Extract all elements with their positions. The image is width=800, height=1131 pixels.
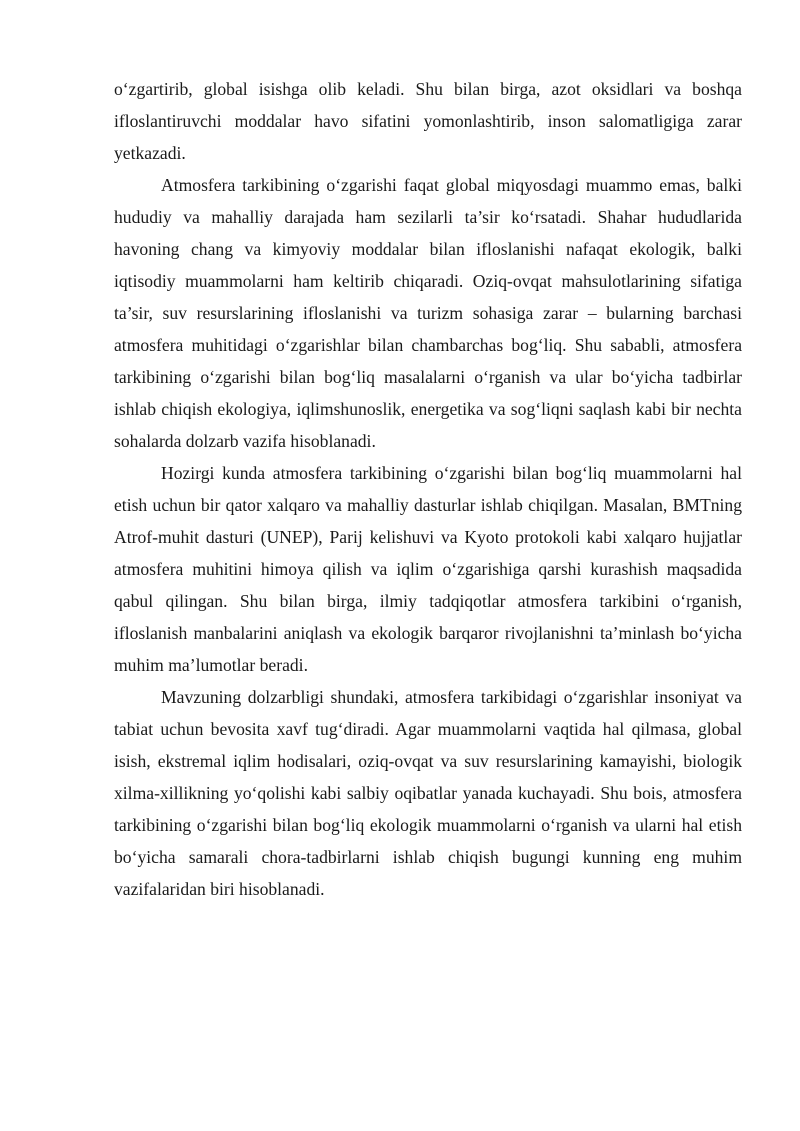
paragraph: Atmosfera tarkibining o‘zgarishi faqat global miqyosdagi muammo emas, balki hududiy va mahalliy darajada ham sezilarli ta’sir ko‘rsatadi. Shahar hududlarida havoning chang va kimyoviy moddalar bilan ifloslanishi nafaqat ekologik, balki iqtisodiy muammolarni ham keltirib chiqaradi. Oziq-ovqat mahsulotlarining sifatiga ta’sir, suv resurslarining ifloslanishi va turizm sohasiga zarar – bularning barchasi atmosfera muhitidagi o‘zgarishlar bilan chambarchas bog‘liq. Shu sababli, atmosfera tarkibining o‘zgarishi bilan bog‘liq masalalarni o‘rganish va ular bo‘yicha tadbirlar ishlab chiqish ekologiya, iqlimshunoslik, energetika va sog‘liqni saqlash kabi bir nechta sohalarda dolzarb vazifa hisoblanadi. — [114, 175, 742, 451]
paragraph: Hozirgi kunda atmosfera tarkibining o‘zgarishi bilan bog‘liq muammolarni hal etish uchun bir qator xalqaro va mahalliy dasturlar ishlab chiqilgan. Masalan, BMTning Atrof-muhit dasturi (UNEP), Parij kelishuvi va Kyoto protokoli kabi xalqaro hujjatlar atmosfera muhitini himoya qilish va iqlim o‘zgarishiga qarshi kurashish maqsadida qabul qilingan. Shu bilan birga, ilmiy tadqiqotlar atmosfera tarkibini o‘rganish, ifloslanish manbalarini aniqlash va ekologik barqaror rivojlanishni ta’minlash bo‘yicha muhim ma’lumotlar beradi. — [114, 463, 742, 675]
paragraph-continuation: o‘zgartirib, global isishga olib keladi. Shu bilan birga, azot oksidlari va boshqa ifloslantiruvchi moddalar havo sifatini yomonlashtirib, inson salomatligiga zarar yetkazadi. — [114, 79, 742, 163]
paragraph: Mavzuning dolzarbligi shundaki, atmosfera tarkibidagi o‘zgarishlar insoniyat va tabiat uchun bevosita xavf tug‘diradi. Agar muammolarni vaqtida hal qilmasa, global isish, ekstremal iqlim hodisalari, oziq-ovqat va suv resurslarining kamayishi, biologik xilma-xillikning yo‘qolishi kabi salbiy oqibatlar yanada kuchayadi. Shu bois, atmosfera tarkibining o‘zgarishi bilan bog‘liq ekologik muammolarni o‘rganish va ularni hal etish bo‘yicha samarali chora-tadbirlarni ishlab chiqish bugungi kunning eng muhim vazifalaridan biri hisoblanadi. — [114, 687, 742, 899]
document-body — [114, 73, 742, 905]
